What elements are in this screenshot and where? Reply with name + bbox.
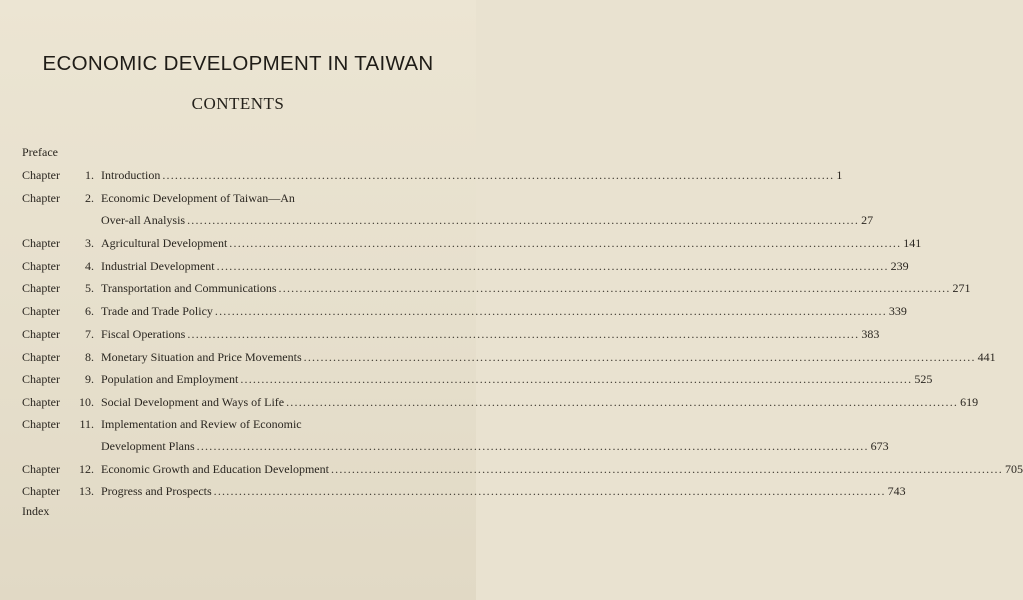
chapter-number: 1. bbox=[85, 168, 94, 182]
toc-entry bbox=[101, 303, 907, 319]
toc-row bbox=[22, 461, 1023, 477]
toc-row bbox=[22, 483, 906, 499]
toc-entry bbox=[101, 349, 996, 365]
toc-row bbox=[22, 280, 971, 296]
toc-entry bbox=[101, 190, 434, 206]
dot-leader: ................................................................................................................................................................ bbox=[216, 259, 889, 273]
page-number: 525 bbox=[914, 372, 933, 386]
toc-row-label: Chapter bbox=[22, 350, 60, 364]
toc-entry bbox=[101, 416, 434, 432]
page-number: 1 bbox=[836, 168, 843, 182]
toc-entry bbox=[101, 461, 1023, 477]
chapter-title: Trade and Trade Policy bbox=[101, 304, 213, 318]
chapter-title: Over-all Analysis bbox=[101, 213, 186, 227]
toc-row bbox=[22, 235, 922, 251]
toc-row-label: Chapter bbox=[22, 462, 60, 476]
chapter-title: Agricultural Development bbox=[101, 236, 228, 250]
chapter-title: Economic Development of Taiwan—An bbox=[101, 191, 295, 205]
toc-row-label: Index bbox=[22, 504, 50, 518]
chapter-title: Industrial Development bbox=[101, 259, 215, 273]
dot-leader: ................................................................................................................................................................ bbox=[330, 462, 1003, 476]
toc-row bbox=[22, 326, 880, 342]
toc-entry bbox=[101, 258, 909, 274]
page-number: 27 bbox=[861, 213, 874, 227]
toc-entry bbox=[101, 438, 889, 454]
toc-row-label: Chapter bbox=[22, 259, 60, 273]
dot-leader: ................................................................................................................................................................ bbox=[286, 395, 959, 409]
dot-leader: ................................................................................................................................................................ bbox=[187, 327, 860, 341]
chapter-title: Economic Growth and Education Development bbox=[101, 462, 329, 476]
toc-row-label: Chapter bbox=[22, 168, 60, 182]
chapter-number: 4. bbox=[85, 259, 94, 273]
dot-leader: ................................................................................................................................................................ bbox=[240, 372, 913, 386]
page-number: 383 bbox=[861, 327, 880, 341]
toc-row bbox=[22, 167, 843, 183]
toc-row bbox=[22, 212, 874, 228]
chapter-title: Social Development and Ways of Life bbox=[101, 395, 285, 409]
toc-row-label: Chapter bbox=[22, 372, 60, 386]
toc-row bbox=[22, 394, 979, 410]
toc-row-label: Chapter bbox=[22, 191, 60, 205]
toc-row-label: Chapter bbox=[22, 236, 60, 250]
toc-entry bbox=[101, 212, 874, 228]
book-title: ECONOMIC DEVELOPMENT IN TAIWAN bbox=[42, 52, 434, 75]
dot-leader: ................................................................................................................................................................ bbox=[196, 439, 869, 453]
chapter-title: Implementation and Review of Economic bbox=[101, 417, 302, 431]
toc-row bbox=[22, 416, 434, 432]
chapter-number: 6. bbox=[85, 304, 94, 318]
page-number: 743 bbox=[887, 484, 906, 498]
toc-entry bbox=[101, 280, 971, 296]
dot-leader: ................................................................................................................................................................ bbox=[214, 304, 887, 318]
chapter-number: 12. bbox=[79, 462, 94, 476]
dot-leader: ................................................................................................................................................................ bbox=[187, 213, 860, 227]
chapter-title: Fiscal Operations bbox=[101, 327, 186, 341]
toc-row-label: Chapter bbox=[22, 395, 60, 409]
toc-row bbox=[22, 371, 933, 387]
page-number: 239 bbox=[890, 259, 909, 273]
chapter-title: Population and Employment bbox=[101, 372, 239, 386]
dot-leader: ................................................................................................................................................................ bbox=[229, 236, 902, 250]
page-number: 673 bbox=[870, 439, 889, 453]
dot-leader: ................................................................................................................................................................ bbox=[213, 484, 886, 498]
chapter-title: Monetary Situation and Price Movements bbox=[101, 350, 302, 364]
toc-entry bbox=[101, 326, 880, 342]
page-number: 619 bbox=[960, 395, 979, 409]
toc-row-label: Chapter bbox=[22, 327, 60, 341]
contents-heading: CONTENTS bbox=[191, 94, 285, 113]
toc-row bbox=[22, 190, 434, 206]
chapter-number: 13. bbox=[79, 484, 94, 498]
chapter-title: Development Plans bbox=[101, 439, 195, 453]
page-number: 271 bbox=[952, 281, 971, 295]
chapter-number: 9. bbox=[85, 372, 94, 386]
toc-row bbox=[22, 503, 434, 519]
chapter-number: 2. bbox=[85, 191, 94, 205]
chapter-number: 3. bbox=[85, 236, 94, 250]
chapter-title: Introduction bbox=[101, 168, 161, 182]
chapter-title: Progress and Prospects bbox=[101, 484, 212, 498]
page-number: 141 bbox=[903, 236, 922, 250]
page-number: 441 bbox=[977, 350, 996, 364]
toc-row-label: Chapter bbox=[22, 304, 60, 318]
toc-entry bbox=[101, 371, 933, 387]
toc-row bbox=[22, 438, 889, 454]
toc-entry bbox=[101, 394, 979, 410]
chapter-number: 8. bbox=[85, 350, 94, 364]
dot-leader: ................................................................................................................................................................ bbox=[278, 281, 951, 295]
toc-row-label: Chapter bbox=[22, 281, 60, 295]
toc-row-label: Chapter bbox=[22, 417, 60, 431]
chapter-number: 7. bbox=[85, 327, 94, 341]
dot-leader: ................................................................................................................................................................ bbox=[303, 350, 976, 364]
chapter-title: Transportation and Communications bbox=[101, 281, 277, 295]
page-number: 705 bbox=[1004, 462, 1023, 476]
toc-row bbox=[22, 303, 907, 319]
toc-entry bbox=[101, 167, 843, 183]
page-number: 339 bbox=[888, 304, 907, 318]
toc-row bbox=[22, 258, 909, 274]
chapter-number: 10. bbox=[79, 395, 94, 409]
chapter-number: 11. bbox=[79, 417, 94, 431]
dot-leader: ................................................................................................................................................................ bbox=[162, 168, 835, 182]
toc-row-label: Preface bbox=[22, 145, 58, 159]
toc-entry bbox=[101, 483, 906, 499]
toc-row bbox=[22, 144, 434, 160]
chapter-number: 5. bbox=[85, 281, 94, 295]
toc-entry bbox=[101, 235, 922, 251]
toc-row-label: Chapter bbox=[22, 484, 60, 498]
toc-row bbox=[22, 349, 996, 365]
